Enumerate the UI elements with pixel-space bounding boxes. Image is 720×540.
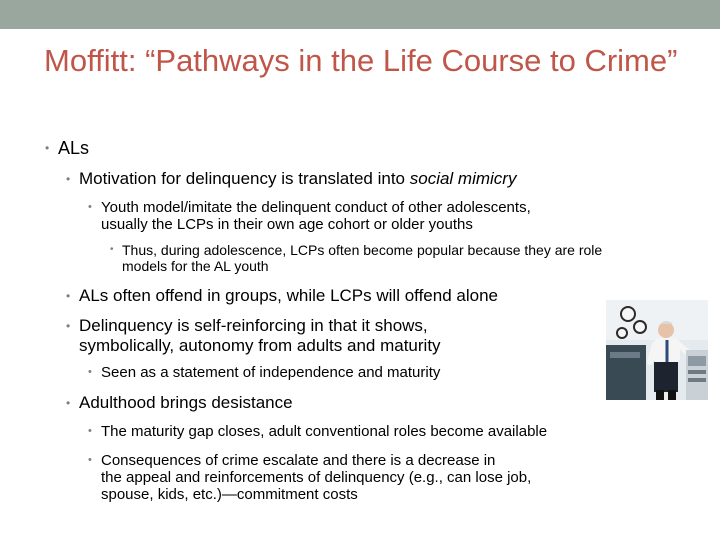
bullet-thus [110, 242, 603, 274]
bullet-text: The maturity gap closes, adult conventional roles become available [101, 423, 548, 440]
bullet-marker: • [66, 289, 71, 303]
bullet-consequences [88, 452, 532, 503]
bullet-als [45, 138, 90, 158]
bullet-text: ALs [58, 138, 90, 158]
bullet-motivation [66, 169, 517, 189]
bullet-self-reinforcing [66, 316, 441, 356]
bullet-maturity-gap [88, 423, 548, 440]
bullet-groups [66, 286, 498, 306]
bullet-adulthood [66, 393, 293, 413]
bullet-marker: • [88, 425, 92, 437]
bullet-marker: • [66, 319, 71, 333]
bullet-marker: • [66, 172, 71, 186]
bullet-text-line2: usually the LCPs in their own age cohort or older youths [101, 216, 473, 233]
bullet-marker: • [66, 396, 71, 410]
bullet-emphasis: social mimicry [409, 169, 517, 188]
photo-illustration [606, 300, 708, 400]
bullet-text: ALs often offend in groups, while LCPs will offend alone [79, 286, 498, 305]
bullet-marker: • [45, 141, 50, 155]
top-bar [0, 0, 720, 29]
bullet-text-line1: Thus, during adolescence, LCPs often become popular because they are role [122, 242, 603, 258]
bullet-text: Seen as a statement of independence and maturity [101, 364, 441, 381]
bullet-marker: • [88, 366, 92, 378]
bullet-text: Adulthood brings desistance [79, 393, 293, 412]
bullet-text-line2: models for the AL youth [122, 258, 269, 274]
bullet-text-line3: spouse, kids, etc.)—commitment costs [101, 486, 358, 503]
bullet-text-line2: the appeal and reinforcements of delinquency (e.g., can lose job, [101, 469, 532, 486]
bullet-text-line1: Delinquency is self-reinforcing in that it shows, [79, 316, 428, 335]
bullet-seen-as [88, 364, 441, 381]
slide-title: Moffitt: “Pathways in the Life Course to Crime” [44, 43, 678, 78]
bullet-marker: • [88, 201, 92, 213]
bullet-marker: • [110, 244, 114, 255]
bullet-text-line2: symbolically, autonomy from adults and maturity [79, 336, 441, 355]
bullet-youth-model [88, 199, 531, 233]
bullet-marker: • [88, 454, 92, 466]
bullet-text: Motivation for delinquency is translated into [79, 169, 410, 188]
man-at-desk-photo [606, 300, 708, 400]
bullet-text-line1: Consequences of crime escalate and there is a decrease in [101, 452, 496, 469]
bullet-text-line1: Youth model/imitate the delinquent conduct of other adolescents, [101, 199, 531, 216]
